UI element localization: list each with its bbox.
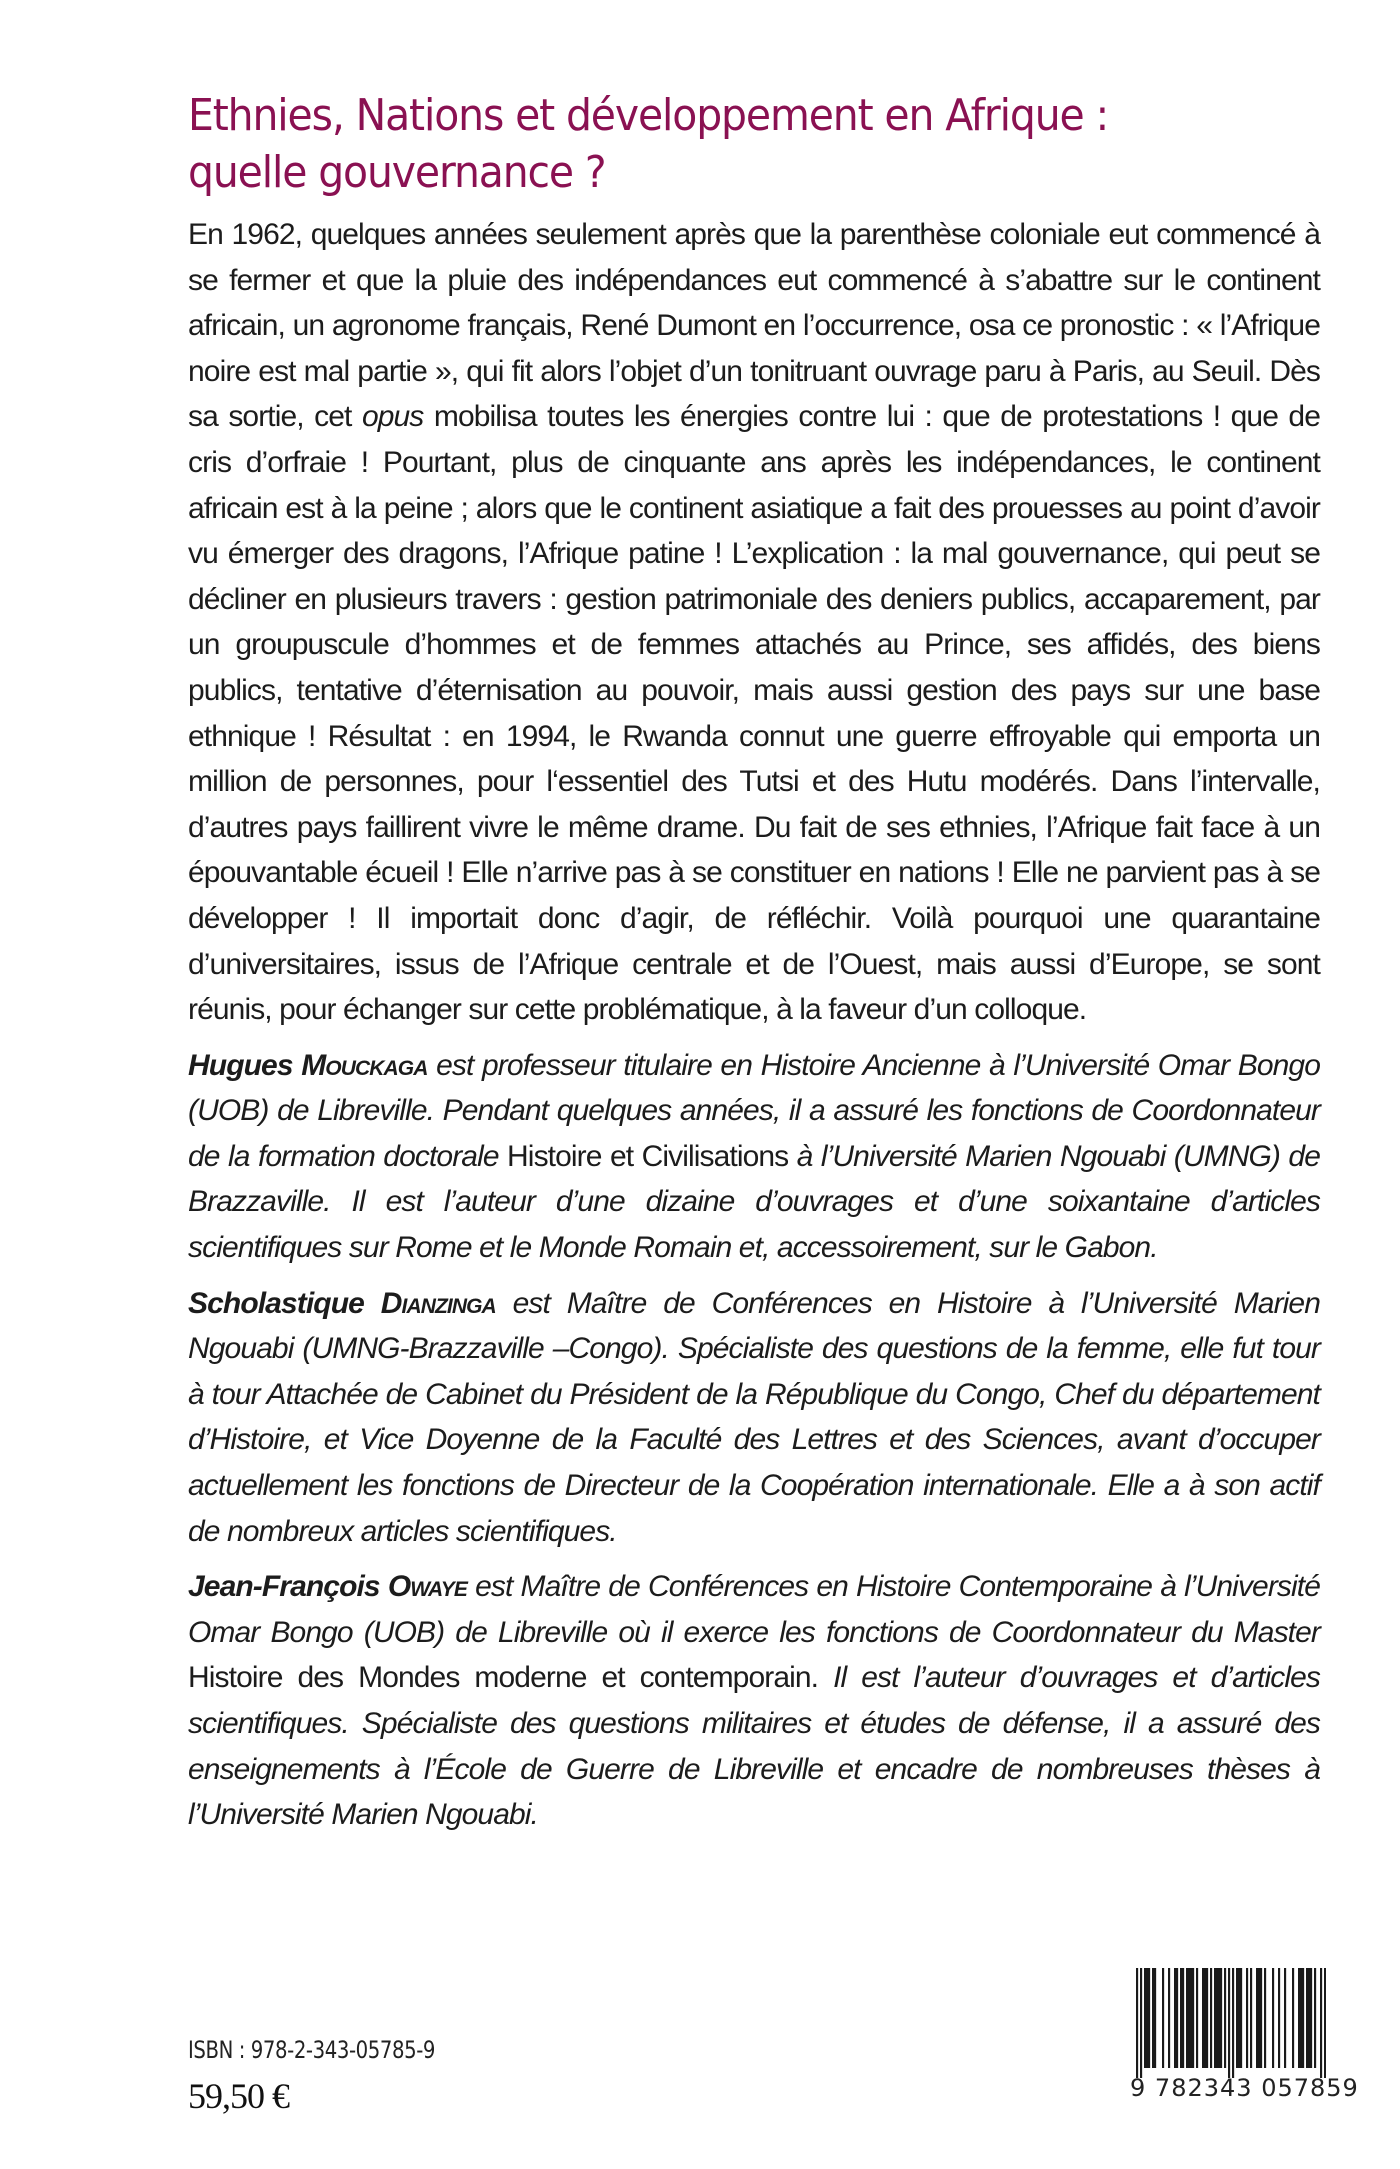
barcode-bar bbox=[1188, 1968, 1190, 2068]
barcode-bar bbox=[1292, 1968, 1294, 2068]
author-last-name: Dianzinga bbox=[380, 1286, 496, 1320]
title-line-2: quelle gouvernance ? bbox=[188, 147, 606, 199]
barcode-bar bbox=[1224, 1968, 1226, 2068]
barcode-digits bbox=[1130, 2074, 1359, 2102]
barcode-bar bbox=[1144, 1968, 1146, 2068]
barcode-bar bbox=[1256, 1968, 1258, 2068]
barcode-bar bbox=[1298, 1968, 1300, 2068]
barcode-bars bbox=[1136, 1968, 1326, 2078]
summary-text-1: En 1962, quelques années seulement après que la parenthèse coloniale eut commencé à se fermer et que la pluie des indépendances eut commencé à s’abattre sur le continent africain, un agronome français, René Dumont en l’occurrence, osa ce pronostic : « l’Afrique noire est mal partie », qui fit alors l’objet d’un tonitruant ouvrage paru à Paris, au Seuil. Dès sa sortie, cet bbox=[188, 218, 1320, 434]
barcode-digits-right: 057859 bbox=[1261, 2074, 1359, 2102]
barcode-bar bbox=[1314, 1968, 1316, 2068]
summary-text-2: mobilisa toutes les énergies contre lui : que de protestations ! que de cris d’orfraie ! Pourtant, plus de cinquante ans après les indépendances, le continent africain est à la peine ; alors que le continent asiatique a fait des prouesses au point d’avoir vu émerger des dragons, l’Afrique patine ! L’explication : la mal gouvernance, qui peut se décliner en plusieurs travers : gestion patrimoniale des deniers publics, accaparement, par un groupuscule d’hommes et de femmes attachés au Prince, ses affidés, des biens publics, tentative d’éternisation au pouvoir, mais aussi gestion des pays sur une base ethnique ! Résultat : en 1994, le Rwanda connut une guerre effroyable qui emporta un million de personnes, pour l‘essentiel des Tutsi et des Hutu modérés. Dans l’intervalle, d’autres pays faillirent vivre le même drame. Du fait de ses ethnies, l’Afrique fait face à un épouvantable écueil ! Elle n’arrive pas à se constituer en nations ! Elle ne parvient pas à se développer ! Il importait donc d’agir, de réfléchir. Voilà pourquoi une quarantaine d’universitaires, issus de l’Afrique centrale et de l’Ouest, mais aussi d’Europe, se sont réunis, pour échanger sur cette problématique, à la faveur d’un colloque. bbox=[188, 400, 1320, 1027]
barcode-bar bbox=[1174, 1968, 1176, 2068]
summary-paragraph bbox=[188, 212, 1320, 1033]
barcode-digit-lead: 9 bbox=[1130, 2074, 1147, 2102]
barcode-bar bbox=[1162, 1968, 1164, 2068]
barcode-bar bbox=[1204, 1968, 1206, 2068]
isbn-label: ISBN : 978-2-343-05785-9 bbox=[188, 2036, 435, 2064]
barcode-bar bbox=[1168, 1968, 1170, 2068]
summary-italic-opus: opus bbox=[361, 400, 424, 434]
barcode-bar bbox=[1210, 1968, 1212, 2068]
barcode-bar bbox=[1278, 1968, 1280, 2068]
author-bio-text: est Maître de Conférences en Histoire Contemporaine à l’Université Omar Bongo (UOB) de Libreville où il exerce les fonctions de Coordonnateur du Master bbox=[188, 1570, 1321, 1649]
author-bio-program: Histoire des Mondes moderne et contemporain. bbox=[188, 1661, 834, 1695]
barcode-bar bbox=[1240, 1968, 1242, 2068]
barcode-bar bbox=[1324, 1968, 1326, 2078]
barcode-bar bbox=[1180, 1968, 1182, 2068]
barcode-bar bbox=[1186, 1968, 1188, 2068]
barcode-bar bbox=[1218, 1968, 1220, 2068]
author-bio-3 bbox=[188, 1564, 1320, 1838]
barcode-bar bbox=[1182, 1968, 1184, 2068]
back-cover-text bbox=[188, 212, 1320, 1838]
barcode-bar bbox=[1246, 1968, 1248, 2068]
barcode-bar bbox=[1250, 1968, 1252, 2068]
barcode-bar bbox=[1260, 1968, 1262, 2068]
barcode-bar bbox=[1214, 1968, 1216, 2068]
barcode-bar bbox=[1308, 1968, 1310, 2068]
barcode-bar bbox=[1306, 1968, 1308, 2068]
book-title bbox=[188, 87, 1248, 201]
author-bio-2 bbox=[188, 1281, 1320, 1555]
barcode-bar bbox=[1220, 1968, 1222, 2068]
barcode-bar bbox=[1310, 1968, 1312, 2068]
barcode-bar bbox=[1176, 1968, 1178, 2068]
barcode-digits-left: 782343 bbox=[1154, 2074, 1253, 2102]
barcode-bar bbox=[1320, 1968, 1322, 2078]
barcode-bar bbox=[1232, 1968, 1234, 2078]
barcode-bar bbox=[1202, 1968, 1204, 2068]
author-bio-text: est Maître de Conférences en Histoire à l’Université Marien Ngouabi (UMNG-Brazzaville –Congo). Spécialiste des questions de la femme, elle fut tour à tour Attachée de Cabinet du Président de la République du Congo, Chef du département d’Histoire, et Vice Doyenne de la Faculté des Lettres et des Sciences, avant d’occuper actuellement les fonctions de Directeur de la Coopération internationale. Elle a à son actif de nombreux articles scientifiques. bbox=[188, 1286, 1320, 1548]
barcode-bar bbox=[1236, 1968, 1238, 2068]
barcode-bar bbox=[1196, 1968, 1198, 2068]
barcode-bar bbox=[1238, 1968, 1240, 2068]
barcode-bar bbox=[1302, 1968, 1304, 2068]
author-last-name: Mouckaga bbox=[301, 1048, 428, 1082]
author-bio-text: à l’Université Marien Ngouabi (UMNG) de Brazzaville. Il est l’auteur d’une dizaine d’ouvrages et d’une soixantaine d’articles scientifiques sur Rome et le Monde Romain et, accessoirement, sur le Gabon. bbox=[188, 1139, 1320, 1265]
author-first-name: Jean-François bbox=[188, 1570, 380, 1604]
barcode-bar bbox=[1284, 1968, 1286, 2068]
author-bio-text: Il est l’auteur d’ouvrages et d’articles scientifiques. Spécialiste des questions militaires et études de défense, il a assuré des enseignements à l’École de Guerre de Libreville et encadre de nombreuses thèses à l’Université Marien Ngouabi. bbox=[188, 1661, 1320, 1832]
author-bio-program: Histoire et Civilisations bbox=[498, 1139, 797, 1173]
barcode-bar bbox=[1272, 1968, 1274, 2068]
author-bio-text: est professeur titulaire en Histoire Ancienne à l’Université Omar Bongo (UOB) de Libreville. Pendant quelques années, il a assuré les fonctions de Coordonnateur de la formation doctorale bbox=[188, 1048, 1321, 1173]
barcode-bar bbox=[1228, 1968, 1230, 2078]
author-first-name: Scholastique bbox=[188, 1286, 364, 1320]
barcode-bar bbox=[1192, 1968, 1194, 2068]
barcode-bar bbox=[1300, 1968, 1302, 2068]
barcode-bar bbox=[1264, 1968, 1266, 2068]
barcode-bar bbox=[1140, 1968, 1142, 2078]
barcode-bar bbox=[1146, 1968, 1148, 2068]
author-first-name: Hugues bbox=[188, 1048, 293, 1082]
barcode-bar bbox=[1216, 1968, 1218, 2068]
barcode-bar bbox=[1148, 1968, 1150, 2068]
barcode-bar bbox=[1152, 1968, 1154, 2068]
author-bio-1 bbox=[188, 1043, 1320, 1271]
ean-barcode bbox=[1130, 1968, 1359, 2108]
barcode-bar bbox=[1258, 1968, 1260, 2068]
barcode-bar bbox=[1154, 1968, 1156, 2068]
title-line-1: Ethnies, Nations et développement en Afrique : bbox=[188, 90, 1109, 142]
author-last-name: Owaye bbox=[387, 1570, 467, 1604]
barcode-bar bbox=[1206, 1968, 1208, 2068]
barcode-bar bbox=[1136, 1968, 1138, 2078]
barcode-bar bbox=[1190, 1968, 1192, 2068]
price-label: 59,50 € bbox=[188, 2076, 289, 2116]
